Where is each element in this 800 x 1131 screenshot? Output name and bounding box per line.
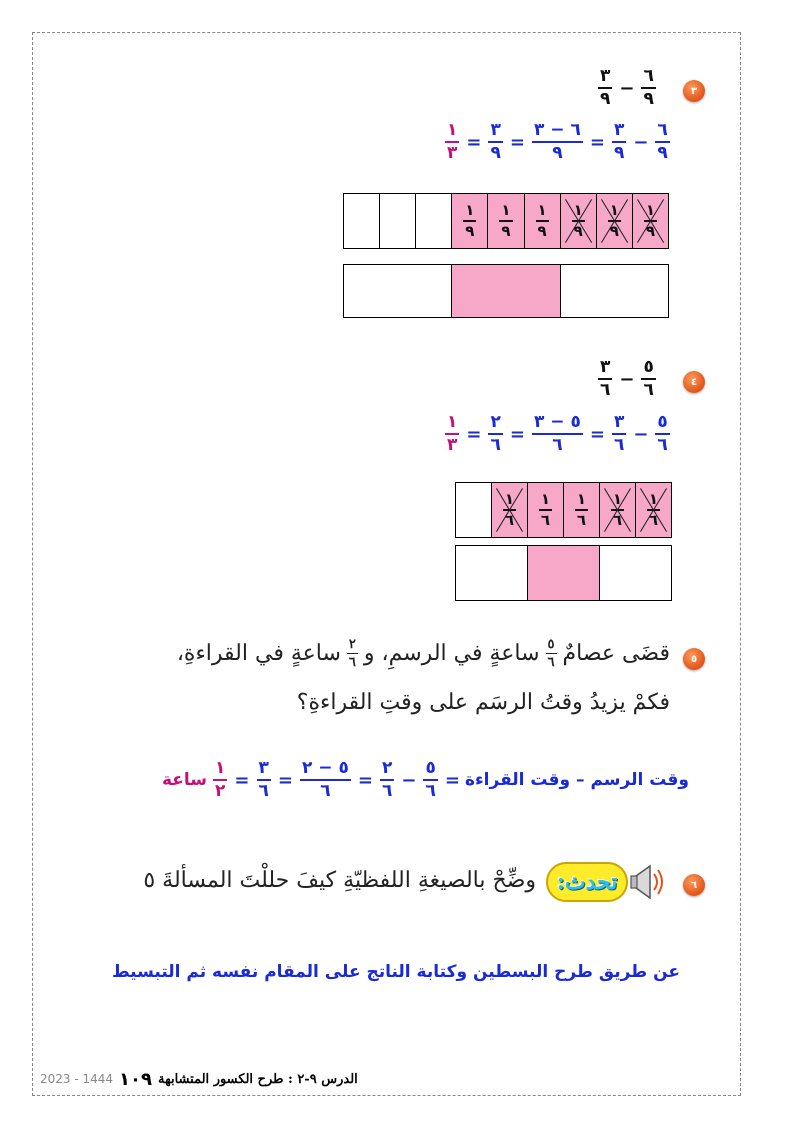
sixths-strip-cell bbox=[636, 483, 671, 537]
minus-sign: − bbox=[633, 423, 649, 445]
problem-4-badge bbox=[683, 371, 705, 393]
sixths-strip-cell bbox=[492, 483, 528, 537]
thirds-strip-cell bbox=[344, 265, 452, 317]
equals-sign: = bbox=[444, 769, 460, 791]
difference-fraction: $\frac{٦ - ٣}{٩}$ bbox=[533, 120, 581, 163]
problem-5-badge bbox=[683, 648, 705, 670]
minus-sign: − bbox=[619, 77, 635, 99]
answer-label: وقت الرسم – وقت القراءة bbox=[464, 770, 689, 790]
problem-3-fraction-strip-ninths bbox=[343, 193, 669, 249]
ninths-strip-cell bbox=[525, 194, 561, 248]
cell-fraction-label: $\frac{١}{٩}$ bbox=[645, 201, 655, 240]
minus-sign: − bbox=[619, 368, 635, 390]
result-fraction: $\frac{٢}{٦}$ bbox=[490, 412, 501, 455]
equals-sign: = bbox=[509, 131, 525, 153]
cross-out-mark bbox=[603, 486, 632, 534]
fraction: $\frac{٥}{٦}$ bbox=[643, 357, 654, 400]
minus-sign: − bbox=[401, 769, 417, 791]
simplified-fraction: $\frac{١}{٣}$ bbox=[447, 120, 458, 163]
problem-5-answer bbox=[162, 760, 689, 800]
problem-5-line-2: فكمْ يزيدُ وقتُ الرسَم على وقتِ القراءةِ؟ bbox=[296, 690, 670, 715]
problem-4-number: ٤ bbox=[690, 376, 698, 388]
difference-fraction: $\frac{٥ - ٢}{٦}$ bbox=[302, 758, 349, 801]
sixths-strip-cell bbox=[600, 483, 636, 537]
ninths-strip-cell bbox=[380, 194, 416, 248]
equals-sign: = bbox=[277, 769, 293, 791]
cell-fraction-label: $\frac{١}{٦}$ bbox=[612, 490, 623, 529]
cell-fraction-label: $\frac{١}{٦}$ bbox=[648, 490, 659, 529]
problem-6-badge bbox=[683, 874, 705, 896]
cell-fraction-label: $\frac{١}{٩}$ bbox=[465, 201, 475, 240]
difference-fraction: $\frac{٥ - ٣}{٦}$ bbox=[533, 412, 581, 455]
cell-fraction-label: $\frac{١}{٩}$ bbox=[609, 201, 619, 240]
problem-5-text-a: قضَى عصامٌ bbox=[562, 641, 670, 666]
cross-out-mark bbox=[600, 197, 629, 245]
equals-sign: = bbox=[357, 769, 373, 791]
page-number: ١٠٩ bbox=[119, 1068, 153, 1090]
cell-fraction-label: $\frac{١}{٦}$ bbox=[576, 490, 587, 529]
fraction: $\frac{٢}{٦}$ bbox=[381, 758, 393, 801]
problem-3-question bbox=[596, 68, 658, 108]
problem-4-solution bbox=[443, 414, 672, 454]
problem-6-number: ٦ bbox=[690, 879, 698, 891]
problem-4-fraction-strip-sixths bbox=[455, 482, 672, 538]
fraction: $\frac{٥}{٦}$ bbox=[425, 758, 436, 801]
cross-out-mark bbox=[636, 197, 665, 245]
problem-6-answer: عن طريق طرح البسطين وكتابة الناتج على المقام نفسه ثم التبسيط bbox=[111, 962, 680, 982]
simplified-fraction: $\frac{١}{٣}$ bbox=[447, 412, 458, 455]
equals-sign: = bbox=[509, 423, 525, 445]
sixths-strip-cell bbox=[456, 483, 492, 537]
fraction: $\frac{٣}{٦}$ bbox=[600, 357, 611, 400]
ninths-strip-cell bbox=[344, 194, 380, 248]
ninths-strip-cell bbox=[488, 194, 524, 248]
problem-3-solution bbox=[443, 122, 672, 162]
cell-fraction-label: $\frac{١}{٦}$ bbox=[540, 490, 551, 529]
sixths-strip-cell bbox=[564, 483, 600, 537]
footer-year: 2023 - 1444 bbox=[40, 1072, 114, 1086]
problem-5-text-c: ساعةٍ في القراءةِ، bbox=[176, 641, 341, 666]
cell-fraction-label: $\frac{١}{٩}$ bbox=[537, 201, 547, 240]
problem-6-prompt: وضِّحْ بالصيغةِ اللفظيّةِ كيفَ حللْتَ المسألةَ ٥ bbox=[143, 868, 536, 893]
thirds-strip-cell bbox=[528, 546, 600, 600]
cross-out-mark bbox=[564, 197, 593, 245]
ninths-strip-cell bbox=[597, 194, 633, 248]
page-footer bbox=[40, 1068, 420, 1090]
cross-out-mark bbox=[495, 486, 524, 534]
fraction: $\frac{٥}{٦}$ bbox=[547, 637, 555, 670]
thirds-strip-cell bbox=[456, 546, 528, 600]
answer-unit: ساعة bbox=[162, 770, 208, 790]
fraction: $\frac{٣}{٦}$ bbox=[613, 412, 625, 455]
fraction: $\frac{٦}{٩}$ bbox=[657, 120, 668, 163]
equals-sign: = bbox=[466, 423, 482, 445]
problem-4-question bbox=[596, 359, 658, 399]
cell-fraction-label: $\frac{١}{٩}$ bbox=[573, 201, 583, 240]
problem-3-badge bbox=[683, 80, 705, 102]
problem-3-fraction-strip-thirds bbox=[343, 264, 669, 318]
talk-label: تحدث: bbox=[556, 869, 618, 895]
problem-3-number: ٣ bbox=[690, 85, 698, 97]
result-fraction: $\frac{٣}{٩}$ bbox=[490, 120, 501, 163]
megaphone-icon bbox=[628, 860, 668, 904]
fraction: $\frac{٣}{٩}$ bbox=[600, 66, 611, 109]
equals-sign: = bbox=[589, 131, 605, 153]
simplified-fraction: $\frac{١}{٢}$ bbox=[215, 758, 226, 801]
ninths-strip-cell bbox=[452, 194, 488, 248]
thirds-strip-cell bbox=[561, 265, 668, 317]
equals-sign: = bbox=[234, 769, 250, 791]
ninths-strip-cell bbox=[561, 194, 597, 248]
talk-label-bubble bbox=[546, 862, 628, 902]
equals-sign: = bbox=[589, 423, 605, 445]
result-fraction: $\frac{٣}{٦}$ bbox=[258, 758, 269, 801]
fraction: $\frac{٦}{٩}$ bbox=[643, 66, 654, 109]
cross-out-mark bbox=[639, 486, 668, 534]
problem-5-line-1 bbox=[177, 638, 670, 669]
thirds-strip-cell bbox=[452, 265, 560, 317]
ninths-strip-cell bbox=[633, 194, 668, 248]
lesson-title: الدرس ٩-٢ : طرح الكسور المتشابهة bbox=[158, 1071, 358, 1087]
thirds-strip-cell bbox=[600, 546, 671, 600]
equals-sign: = bbox=[466, 131, 482, 153]
ninths-strip-cell bbox=[416, 194, 452, 248]
fraction: $\frac{٣}{٩}$ bbox=[613, 120, 625, 163]
problem-5-number: ٥ bbox=[690, 653, 698, 665]
fraction: $\frac{٢}{٦}$ bbox=[348, 637, 356, 670]
problem-5-text-b: ساعةٍ في الرسمِ، و bbox=[363, 641, 540, 666]
cell-fraction-label: $\frac{١}{٦}$ bbox=[504, 490, 515, 529]
problem-4-fraction-strip-thirds bbox=[455, 545, 672, 601]
sixths-strip-cell bbox=[528, 483, 564, 537]
minus-sign: − bbox=[633, 131, 649, 153]
fraction: $\frac{٥}{٦}$ bbox=[657, 412, 668, 455]
cell-fraction-label: $\frac{١}{٩}$ bbox=[501, 201, 511, 240]
